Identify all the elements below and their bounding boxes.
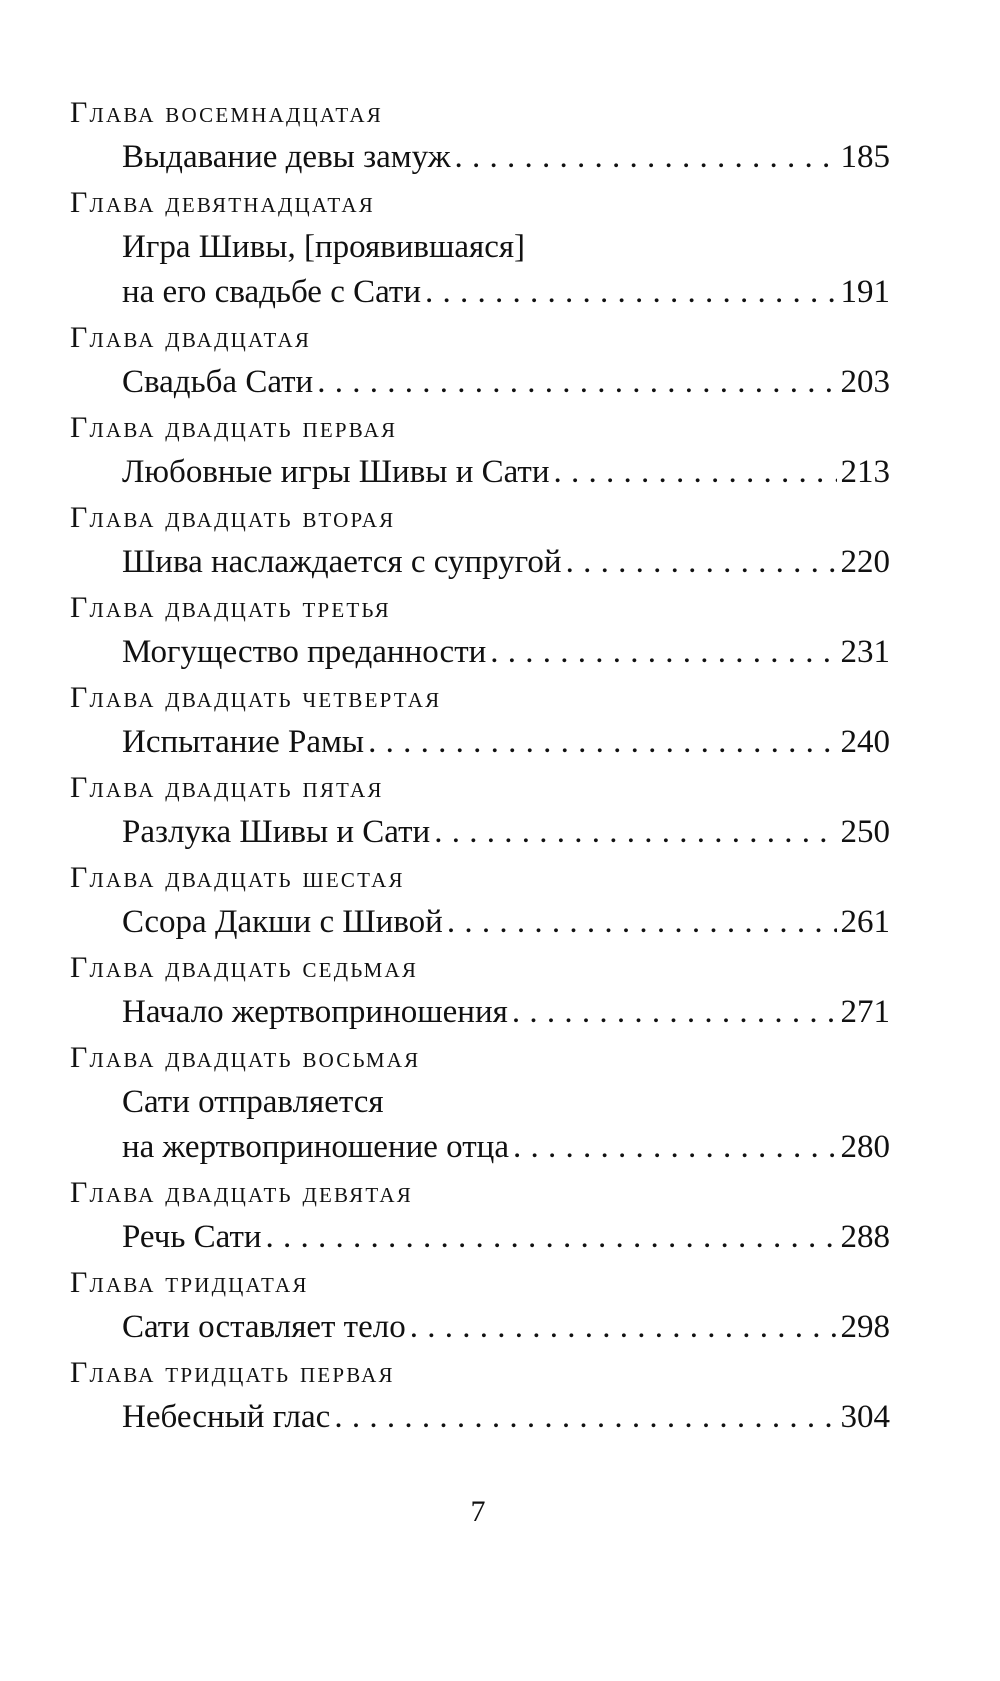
chapter-heading: Глава двадцать пятая: [70, 771, 384, 804]
toc-entry[interactable]: [70, 360, 890, 405]
chapter-heading: Глава двадцатая: [70, 321, 312, 354]
entry-page-number: 213: [840, 454, 890, 490]
entry-page-number: 185: [840, 139, 890, 175]
entry-page-number: 280: [840, 1129, 890, 1165]
chapter-heading: Глава девятнадцатая: [70, 186, 375, 219]
leader-dots: [368, 720, 836, 765]
toc-entry[interactable]: [70, 450, 890, 495]
entry-page-number: 298: [840, 1309, 890, 1345]
toc-entry[interactable]: [70, 1305, 890, 1350]
chapter-heading: Глава двадцать вторая: [70, 501, 396, 534]
leader-dots: [455, 135, 837, 180]
toc-entry[interactable]: [70, 270, 890, 315]
entry-title: Могущество преданности: [122, 634, 487, 670]
entry-title: Выдавание девы замуж: [122, 139, 451, 175]
entry-title: Разлука Шивы и Сати: [122, 814, 431, 850]
entry-title: Сати оставляет тело: [122, 1309, 406, 1345]
toc-entry[interactable]: [70, 1080, 890, 1125]
entry-page-number: 250: [840, 814, 890, 850]
chapter-heading: Глава двадцать третья: [70, 591, 391, 624]
chapter-heading: Глава тридцатая: [70, 1266, 309, 1299]
table-of-contents: [70, 90, 890, 1440]
toc-entry[interactable]: [70, 990, 890, 1035]
toc-entry[interactable]: [70, 720, 890, 765]
leader-dots: [447, 900, 837, 945]
entry-title: Сати отправляется: [122, 1084, 384, 1120]
leader-dots: [554, 450, 837, 495]
leader-dots: [513, 1125, 837, 1170]
toc-entry[interactable]: [70, 1395, 890, 1440]
entry-page-number: 220: [840, 544, 890, 580]
toc-entry[interactable]: [70, 225, 890, 270]
entry-title: Свадьба Сати: [122, 364, 314, 400]
leader-dots: [266, 1215, 837, 1260]
leader-dots: [410, 1305, 837, 1350]
toc-entry[interactable]: [70, 900, 890, 945]
chapter-heading: Глава двадцать седьмая: [70, 951, 419, 984]
chapter-heading: Глава восемнадцатая: [70, 96, 383, 129]
chapter-heading: Глава двадцать первая: [70, 411, 398, 444]
toc-entry[interactable]: [70, 1125, 890, 1170]
chapter-heading: Глава двадцать четвертая: [70, 681, 442, 714]
leader-dots: [566, 540, 837, 585]
leader-dots: [490, 630, 836, 675]
entry-title: Игра Шивы, [проявившаяся]: [122, 229, 526, 265]
toc-entry[interactable]: [70, 540, 890, 585]
chapter-heading: Глава двадцать девятая: [70, 1176, 413, 1209]
chapter-heading: Глава двадцать шестая: [70, 861, 405, 894]
chapter-heading: Глава двадцать восьмая: [70, 1041, 421, 1074]
toc-entry[interactable]: [70, 810, 890, 855]
entry-page-number: 240: [840, 724, 890, 760]
leader-dots: [425, 270, 837, 315]
entry-page-number: 203: [840, 364, 890, 400]
entry-title: Ссора Дакши с Шивой: [122, 904, 443, 940]
leader-dots: [434, 810, 836, 855]
toc-entry[interactable]: [70, 630, 890, 675]
toc-entry[interactable]: [70, 1215, 890, 1260]
entry-title: на жертвоприношение отца: [122, 1129, 509, 1165]
entry-page-number: 261: [840, 904, 890, 940]
entry-title: Шива наслаждается с супругой: [122, 544, 562, 580]
entry-page-number: 304: [840, 1399, 890, 1435]
leader-dots: [334, 1395, 836, 1440]
toc-entry[interactable]: [70, 135, 890, 180]
leader-dots: [317, 360, 836, 405]
entry-title: на его свадьбе с Сати: [122, 274, 421, 310]
entry-page-number: 191: [840, 274, 890, 310]
entry-page-number: 288: [840, 1219, 890, 1255]
entry-page-number: 231: [840, 634, 890, 670]
entry-title: Небесный глас: [122, 1399, 331, 1435]
entry-title: Испытание Рамы: [122, 724, 365, 760]
entry-title: Начало жертвоприношения: [122, 994, 508, 1030]
leader-dots: [512, 990, 837, 1035]
entry-title: Любовные игры Шивы и Сати: [122, 454, 550, 490]
entry-title: Речь Сати: [122, 1219, 262, 1255]
page-number: 7: [470, 1495, 486, 1528]
chapter-heading: Глава тридцать первая: [70, 1356, 395, 1389]
entry-page-number: 271: [840, 994, 890, 1030]
